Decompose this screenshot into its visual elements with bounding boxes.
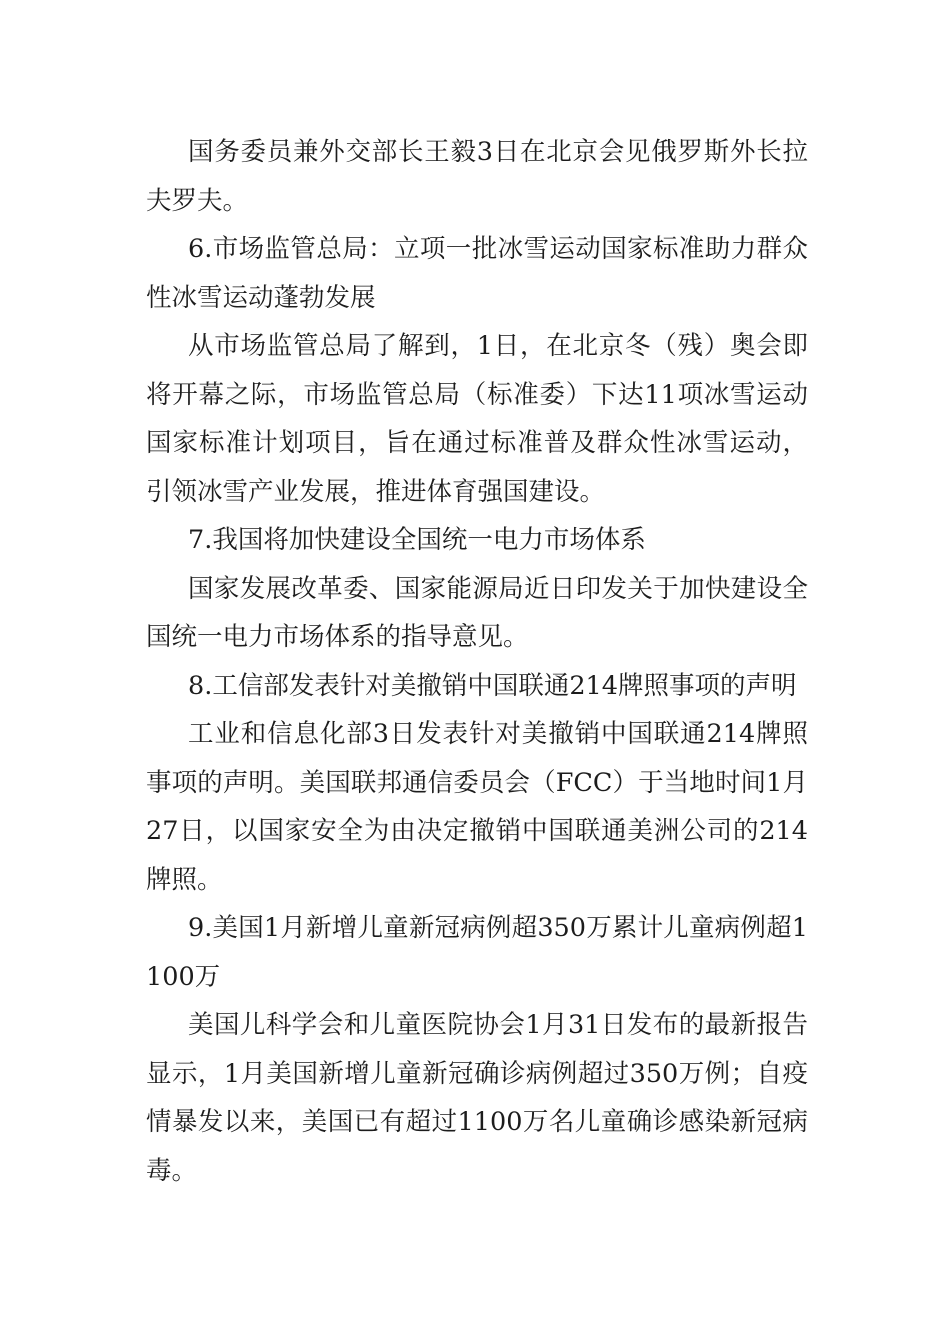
paragraph-item-9: 美国儿科学会和儿童医院协会1月31日发布的最新报告显示，1月美国新增儿童新冠确诊病例超过350万例；自疫情暴发以来，美国已有超过1100万名儿童确诊感染新冠病毒。 [146, 1010, 808, 1186]
paragraph-item-7: 国家发展改革委、国家能源局近日印发关于加快建设全国统一电力市场体系的指导意见。 [146, 573, 808, 652]
paragraph-wangyi-meeting: 国务委员兼外交部长王毅3日在北京会见俄罗斯外长拉夫罗夫。 [146, 137, 808, 216]
heading-item-9: 9.美国1月新增儿童新冠病例超350万累计儿童病例超1100万 [146, 913, 808, 992]
heading-item-7: 7.我国将加快建设全国统一电力市场体系 [188, 525, 646, 555]
document-page [146, 128, 808, 1195]
heading-item-6: 6.市场监管总局：立项一批冰雪运动国家标准助力群众性冰雪运动蓬勃发展 [146, 234, 808, 313]
heading-item-8: 8.工信部发表针对美撤销中国联通214牌照事项的声明 [188, 670, 797, 701]
paragraph-item-6: 从市场监管总局了解到，1日，在北京冬（残）奥会即将开幕之际，市场监管总局（标准委）下达11项冰雪运动国家标准计划项目，旨在通过标准普及群众性冰雪运动，引领冰雪产业发展，推进体育强国建设。 [146, 331, 808, 507]
paragraph-item-8: 工业和信息化部3日发表针对美撤销中国联通214牌照事项的声明。美国联邦通信委员会（FCC）于当地时间1月27日，以国家安全为由决定撤销中国联通美洲公司的214牌照。 [146, 719, 808, 895]
